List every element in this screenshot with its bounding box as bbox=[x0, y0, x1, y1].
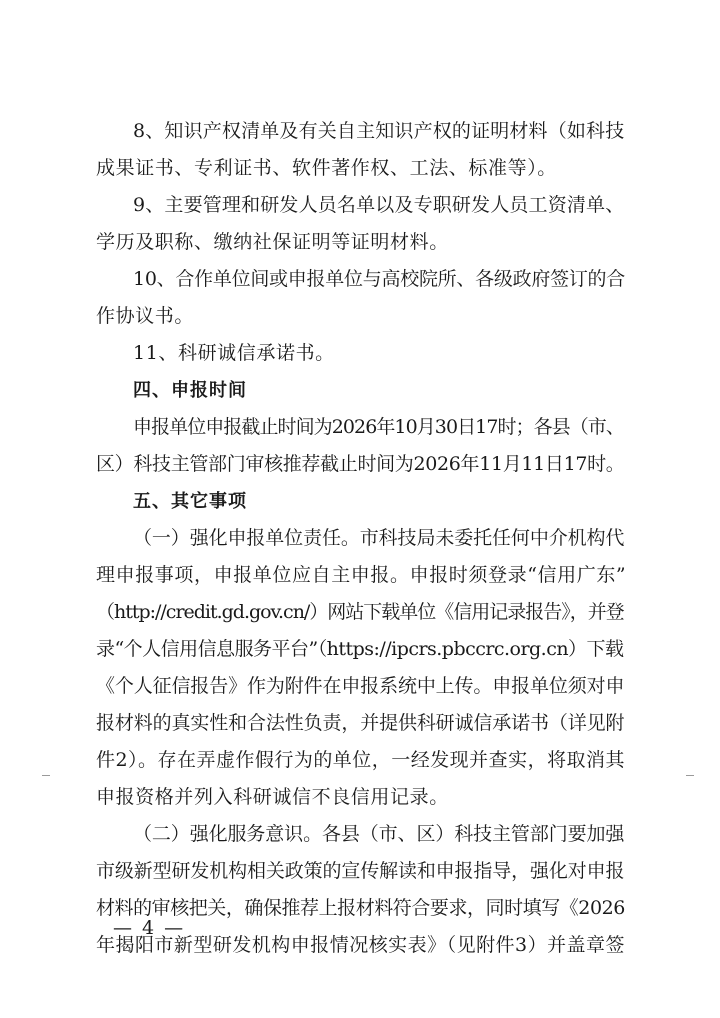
para-1-line-1: （一）强化申报单位责任。市科技局未委托任何中介机构代 bbox=[133, 527, 625, 549]
para-2-line-3: 材料的审核把关，确保推荐上报材料符合要求，同时填写《2026 bbox=[96, 897, 625, 919]
para-2-line-2: 市级新型研发机构相关政策的宣传解读和申报指导，强化对申报 bbox=[96, 860, 625, 882]
para-1-line-8: 申报资格并列入科研诚信不良信用记录。 bbox=[96, 786, 449, 808]
para-2-line-4: 年揭阳市新型研发机构申报情况核实表》（见附件3）并盖章签 bbox=[96, 934, 625, 956]
para-1-line-4: 录“个人信用信息服务平台”（https://ipcrs.pbccrc.org.cn）下载 bbox=[96, 638, 624, 660]
item-9-line-2: 学历及职称、缴纳社保证明等证明材料。 bbox=[96, 231, 449, 253]
section-heading-4: 四、申报时间 bbox=[133, 380, 247, 401]
item-10-line-1: 10、合作单位间或申报单位与高校院所、各级政府签订的合 bbox=[133, 268, 626, 290]
item-10-line-2: 作协议书。 bbox=[96, 305, 195, 327]
para-2-line-1: （二）强化服务意识。各县（市、区）科技主管部门要加强 bbox=[133, 823, 625, 845]
right-margin-mark bbox=[686, 775, 694, 776]
para-1-line-7: 件2）。存在弄虚作假行为的单位，一经发现并查实，将取消其 bbox=[96, 749, 625, 771]
item-9-line-1: 9、主要管理和研发人员名单以及专职研发人员工资清单、 bbox=[133, 194, 625, 216]
deadline-line-1: 申报单位申报截止时间为2026年10月30日17时；各县（市、 bbox=[133, 416, 624, 438]
para-1-line-6: 报材料的真实性和合法性负责，并提供科研诚信承诺书（详见附 bbox=[96, 712, 625, 734]
para-1-line-3: （http://credit.gd.gov.cn/）网站下载单位《信用记录报告》，并登 bbox=[96, 601, 624, 623]
para-1-line-2: 理申报事项，申报单位应自主申报。申报时须登录“信用广东” bbox=[96, 564, 627, 586]
left-margin-mark bbox=[42, 775, 50, 776]
para-1-line-5: 《个人征信报告》作为附件在申报系统中上传。申报单位须对申 bbox=[96, 675, 625, 697]
item-8-line-2: 成果证书、专利证书、软件著作权、工法、标准等）。 bbox=[96, 157, 557, 179]
page-number: — 4 — bbox=[113, 917, 186, 939]
item-8-line-1: 8、知识产权清单及有关自主知识产权的证明材料（如科技 bbox=[133, 120, 625, 142]
item-11-line: 11、科研诚信承诺书。 bbox=[133, 342, 335, 364]
section-heading-5: 五、其它事项 bbox=[133, 491, 247, 512]
deadline-line-2: 区）科技主管部门审核推荐截止时间为2026年11月11日17时。 bbox=[96, 453, 625, 475]
